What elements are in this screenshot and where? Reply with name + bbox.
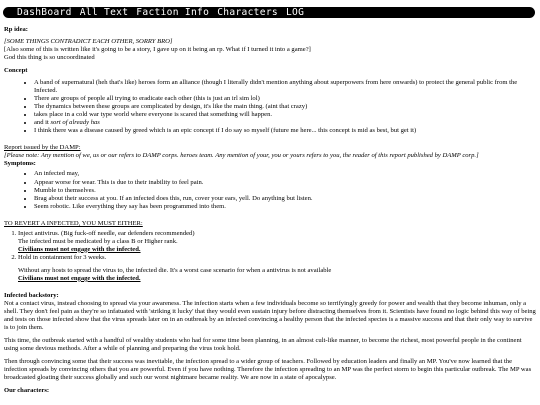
- revert-step: [18, 230, 536, 254]
- backstory-paragraph: Then through convincing some that their success was inevitable, the infection spread to a wider group of teachers. Followed by education leaders and finally an MP. You've now learned that the infection spreads by convincing others that you are powerful. Even if you have nothing. Therefore the infection spreading to an MP was the perfect storm to begin this particular outbreak. The MP was broadcasted gloating their success globally and such our worst nightmare became reality. We are now in a state of apocalypse.: [4, 358, 532, 382]
- step-note: The infected must be medicated by a class B or Higher rank.: [18, 237, 178, 245]
- revert-steps: [4, 230, 536, 283]
- nav-link-log[interactable]: LOG: [285, 6, 305, 18]
- list-item: • Seem robotic. Like everything they say has been programmed into them.: [34, 203, 536, 211]
- symptoms-list: [4, 170, 536, 210]
- page-content: [4, 26, 536, 399]
- backstory-paragraph: This time, the outbreak started with a handful of wealthy students who had for some time been planning, in an almost cult-like manner, to become the richest, most powerful people in the continent using some devious methods. After a while of planning and preparing the virus took hold.: [4, 337, 522, 353]
- list-item: • Mumble to themselves.: [34, 187, 536, 195]
- nav-link-dashboard[interactable]: DashBoard: [17, 6, 72, 18]
- step-note: Without any hosts to spread the virus to, the infected die. It's a worst case scenario for when a antivirus is not available: [18, 266, 332, 274]
- concept-list: [4, 79, 536, 135]
- nav-link-all-text[interactable]: All Text: [79, 6, 129, 18]
- list-item: • There are groups of people all trying to eradicate each other (this is just an irl sim lol): [34, 95, 536, 103]
- backstory-paragraph: Not a contact virus, instead choosing to spread via your awareness. The infection starts when a few individuals become so terrifyingly greedy for power and wealth that they become inhuman, only a shell. They don't feel pain as they're so infatuated with 'striking it lucky' that they would even sustain injury before distracting themselves from it. Scientists have found no logic behind this way of being and tests on those infected show that the virus spreads later on in an outbreak by an infected convincing a healthy person that the infected species is a massive success and that their only way to survive is to join them.: [4, 299, 536, 331]
- list-item: • A band of supernatural (heh that's like) heroes form an alliance (though I literally didn't mention anything about superpowers from here onwards) to protect the general public from the Infected.: [34, 79, 536, 95]
- step-warning: Civilians must not engage with the infected.: [18, 274, 141, 282]
- top-nav-bar: [3, 7, 535, 18]
- rp-note: God this thing is so uncoordinated: [4, 54, 95, 62]
- concept-heading: Concept: [4, 67, 28, 75]
- rp-disclaimer: [SOME THINGS CONTRADICT EACH OTHER, SORRY BRO]: [4, 38, 173, 46]
- list-item: • I think there was a disease caused by greed which is an epic concept if I do say so myself (future me here... this concept is mid as best, but get it): [34, 127, 536, 135]
- list-item: • Appear worse for wear. This is due to their inability to feel pain.: [34, 179, 536, 187]
- list-item: • Brag about their success at you. If an infected does this, run, cover your ears, yell. Do anything but listen.: [34, 195, 536, 203]
- revert-step: [18, 254, 536, 283]
- rp-note: [Also some of this is written like it's going to be a story, I gave up on it being an rp. What if I turned it into a game?]: [4, 46, 311, 54]
- nav-link-characters[interactable]: Characters: [217, 6, 278, 18]
- list-item: [34, 119, 536, 127]
- step-warning: Civilians must not engage with the infected.: [18, 245, 141, 253]
- list-item: • An infected may,: [34, 170, 536, 178]
- list-item-italic: sort of already has: [50, 119, 100, 127]
- step-text: 2. Hold in containment for 3 weeks.: [18, 253, 107, 261]
- backstory-heading: Infected backstory:: [4, 291, 59, 299]
- list-item: • The dynamics between these groups are complicated by design, it's like the main thing. (aint that crazy): [34, 103, 536, 111]
- symptoms-heading: Symptoms:: [4, 160, 36, 168]
- characters-heading: Our characters:: [4, 387, 50, 395]
- list-item-text: and it: [34, 119, 51, 127]
- step-text: 1. Inject antivirus. (Big fuck-off needle, ear defenders recommended): [18, 229, 195, 237]
- revert-heading: TO REVERT A INFECTED, YOU MUST EITHER:: [4, 219, 143, 227]
- nav-link-faction-info[interactable]: Faction Info: [136, 6, 210, 18]
- report-note: [Please note: Any mention of we, us or our refers to DAMP corps. heroes team. Any mention of your, you or yours refers to you, the reader of this report published by DAMP corp.]: [4, 152, 479, 160]
- list-item: • takes place in a cold war type world where everyone is scared that something will happen.: [34, 111, 536, 119]
- rp-idea-heading: Rp idea:: [4, 26, 28, 33]
- report-heading: Report issued by the DAMP:: [4, 144, 81, 152]
